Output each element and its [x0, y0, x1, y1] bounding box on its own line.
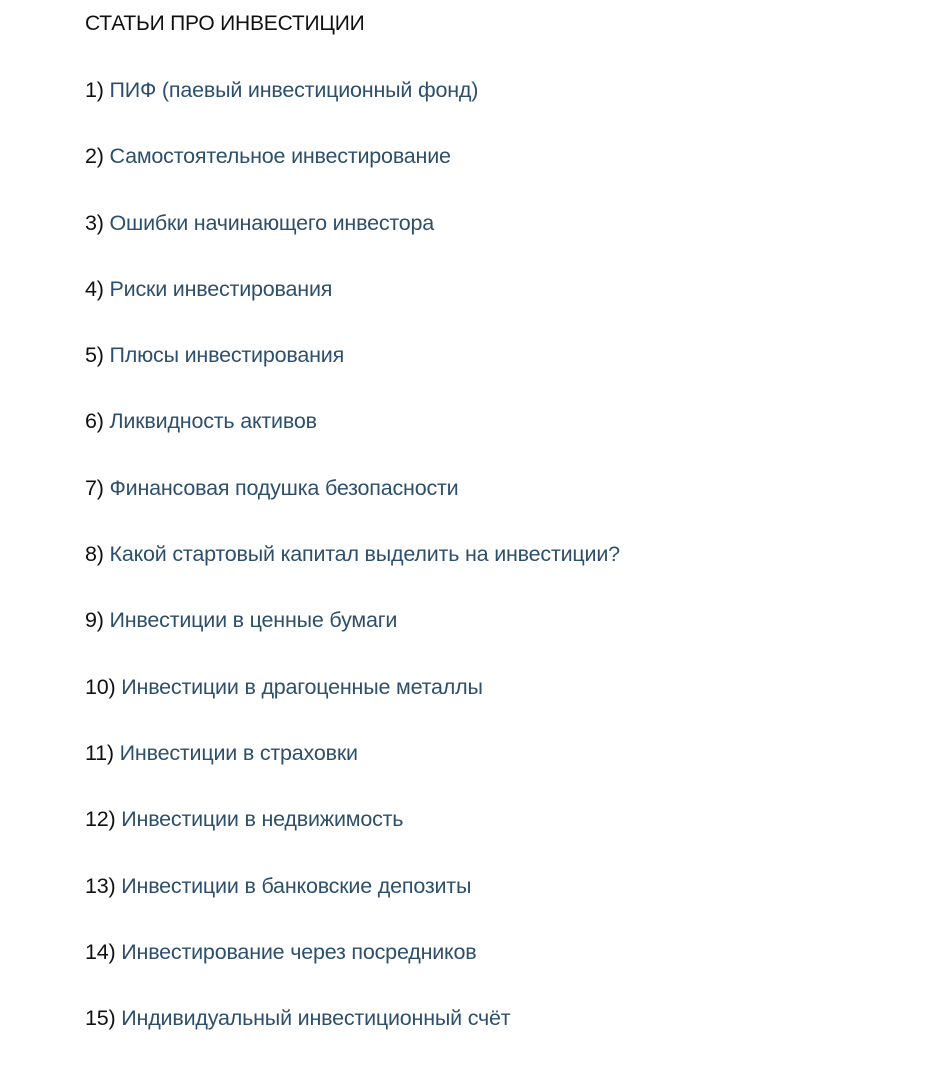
article-number: 2)	[85, 144, 104, 169]
article-link-bank-deposits[interactable]: Инвестиции в банковские депозиты	[121, 873, 472, 898]
list-item	[85, 607, 620, 673]
article-link-pif[interactable]: ПИФ (паевый инвестиционный фонд)	[109, 78, 479, 102]
article-number: 5)	[85, 343, 104, 368]
article-number: 10)	[85, 674, 116, 699]
article-link-precious-metals[interactable]: Инвестиции в драгоценные металлы	[121, 674, 483, 699]
article-link-beginner-mistakes[interactable]: Ошибки начинающего инвестора	[109, 210, 435, 235]
article-link-iis[interactable]: Индивидуальный инвестиционный счёт	[121, 1006, 511, 1031]
article-link-real-estate[interactable]: Инвестиции в недвижимость	[121, 807, 404, 832]
article-number: 15)	[85, 1006, 116, 1031]
article-link-asset-liquidity[interactable]: Ликвидность активов	[109, 409, 317, 434]
list-item	[85, 1005, 620, 1071]
article-number: 1)	[85, 78, 104, 102]
article-number: 4)	[85, 276, 104, 301]
article-number: 14)	[85, 939, 116, 964]
list-item	[85, 210, 620, 276]
list-item	[85, 674, 620, 740]
article-link-securities[interactable]: Инвестиции в ценные бумаги	[109, 608, 398, 633]
article-number: 11)	[85, 740, 114, 765]
list-item	[85, 276, 620, 342]
article-link-intermediaries[interactable]: Инвестирование через посредников	[121, 939, 477, 964]
list-item	[85, 873, 620, 939]
article-list	[85, 77, 620, 1071]
article-number: 6)	[85, 409, 104, 434]
list-item	[85, 475, 620, 541]
list-item	[85, 77, 620, 143]
article-link-investment-risks[interactable]: Риски инвестирования	[109, 276, 333, 301]
article-link-starting-capital[interactable]: Какой стартовый капитал выделить на инвестиции?	[109, 542, 620, 567]
article-number: 9)	[85, 608, 104, 633]
list-item	[85, 408, 620, 474]
list-item	[85, 342, 620, 408]
article-link-investment-pros[interactable]: Плюсы инвестирования	[109, 343, 345, 368]
list-item	[85, 143, 620, 209]
article-number: 3)	[85, 210, 104, 235]
list-item	[85, 541, 620, 607]
article-number: 8)	[85, 542, 104, 567]
article-number: 13)	[85, 873, 116, 898]
article-link-insurance[interactable]: Инвестиции в страховки	[119, 740, 358, 765]
article-link-safety-cushion[interactable]: Финансовая подушка безопасности	[109, 475, 459, 500]
article-number: 7)	[85, 475, 104, 500]
list-item	[85, 740, 620, 806]
article-number: 12)	[85, 807, 116, 832]
article-link-self-investing[interactable]: Самостоятельное инвестирование	[109, 144, 451, 169]
list-item	[85, 939, 620, 1005]
list-item	[85, 806, 620, 872]
page-title: СТАТЬИ ПРО ИНВЕСТИЦИИ	[85, 12, 365, 35]
